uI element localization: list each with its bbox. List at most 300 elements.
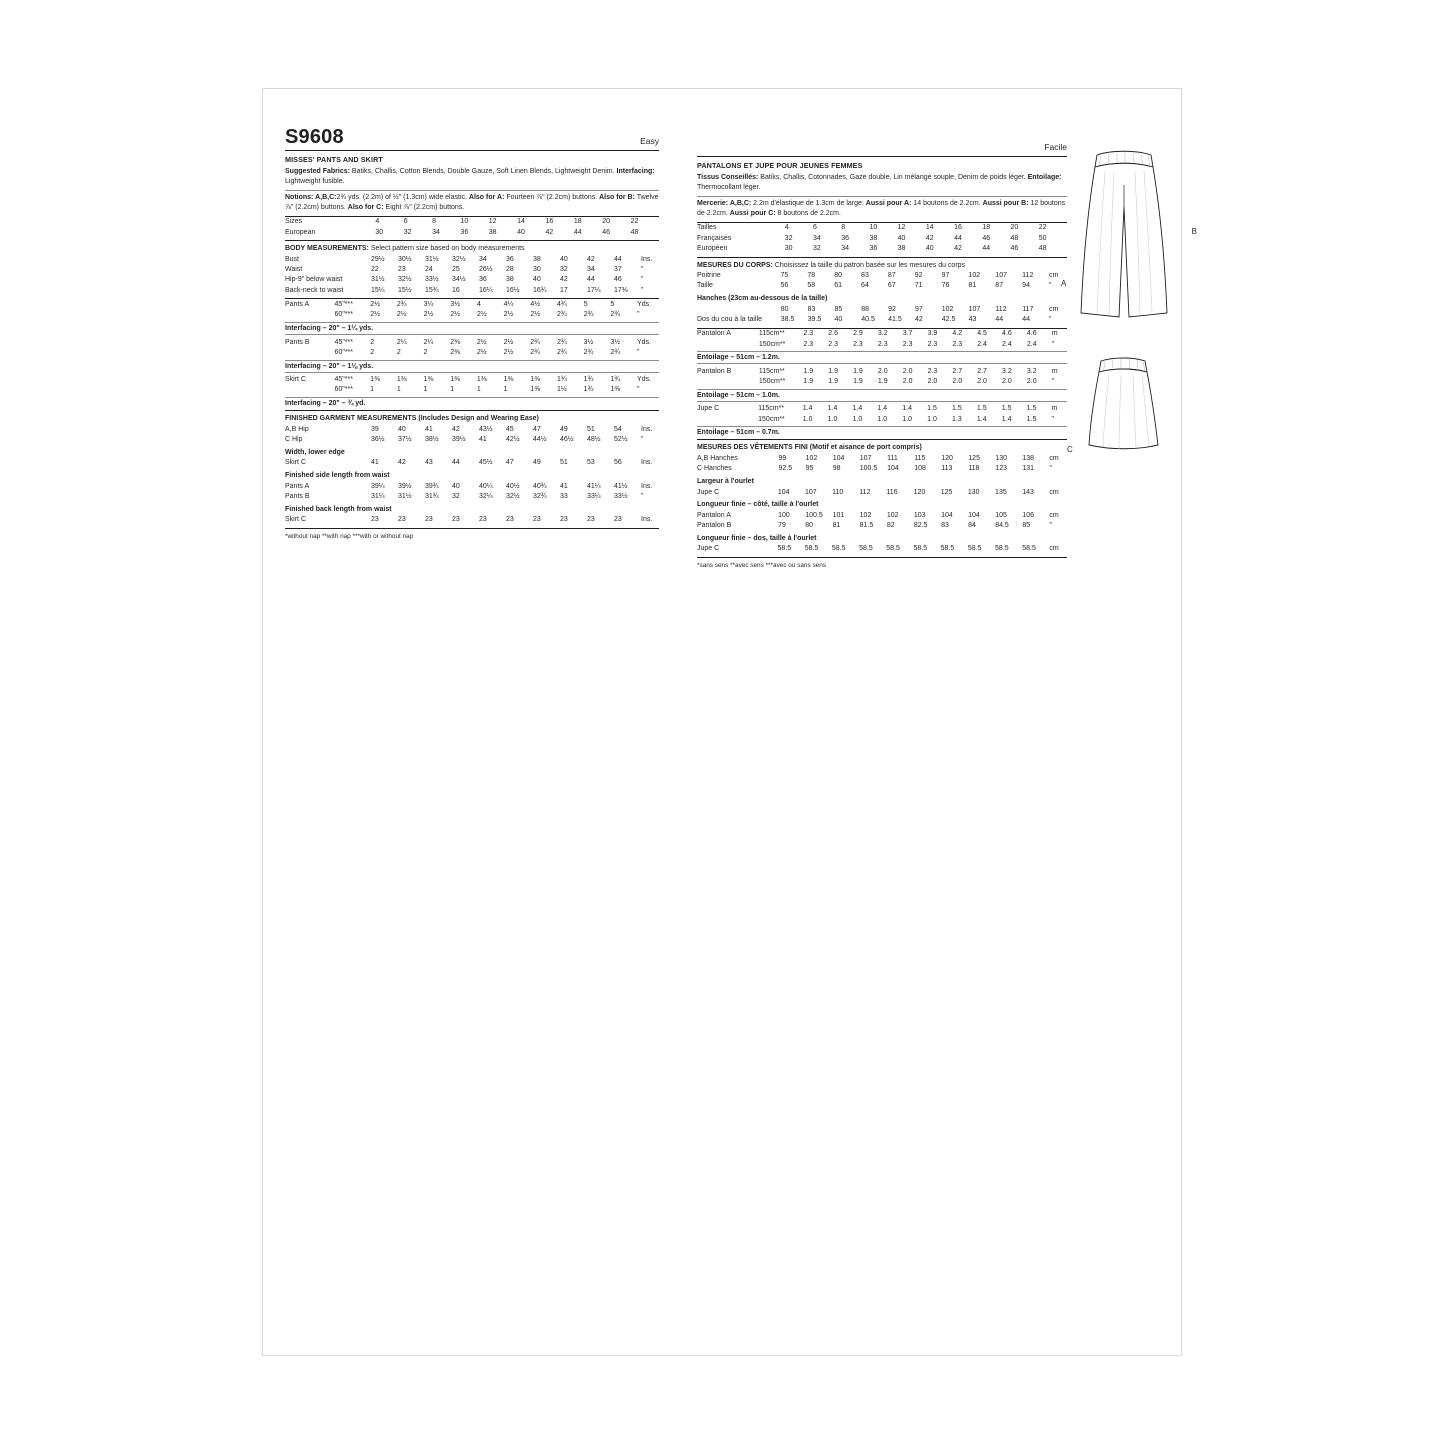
cell: 1.0 [802,415,813,423]
cell: 1.5 [927,405,937,413]
unit: cm [1049,305,1059,313]
cell: 2.7 [952,367,963,375]
cell: 4.5 [977,330,987,338]
cell: 1.0 [877,415,888,423]
unit: m [1051,330,1058,338]
cell: 2½ [396,311,407,319]
cell: 92.5 [778,465,793,473]
cell: 84 [968,522,976,530]
cell: 143 [1022,488,1034,496]
cell: 42 [954,244,962,252]
cell: 97 [941,272,950,280]
cell: 1.9 [828,378,838,386]
cell: 36 [460,228,469,236]
cell: 16¼ [479,286,493,294]
cell: 31¾ [425,492,439,500]
cell: 2¾ [557,311,567,319]
cell: 26½ [479,266,493,274]
cell: 39¼ [371,482,385,490]
cell: 2.0 [902,378,913,386]
interfacing-note-c-fr: Entoilage – 51cm – 0.7m. [697,429,780,437]
cell: 15½ [398,286,412,294]
cell: 17 [560,286,568,294]
divider [285,397,659,398]
cell: 83 [861,272,869,280]
cell: 2.3 [952,340,963,348]
cell: 22 [371,266,379,274]
row-label: Pants B [285,338,310,346]
cell: 23 [587,516,595,524]
cell: 18 [982,224,991,232]
cell: 2.3 [927,340,938,348]
table-row [697,414,1067,424]
cell: 8 [841,224,846,232]
cell: 2 [396,348,401,356]
row-label: A,B Hip [285,425,309,433]
table-row [697,304,1067,314]
cell: 103 [913,511,926,519]
divider [697,351,1067,352]
title-row-fr [697,127,1067,157]
yardage-table-pants-a-en [285,299,659,320]
table-row [285,491,659,501]
interfacing-text-en: Lightweight fusible. [285,177,345,185]
cell: 30 [375,228,384,236]
row-label: Pantalon A [697,330,731,338]
table-row [697,453,1067,463]
row-label: Skirt C [285,459,306,467]
yardage-table-pants-b-en [285,337,659,358]
back-length-table-en [285,515,659,525]
cell: 18 [573,218,582,226]
pattern-envelope-back [262,88,1197,1356]
unit: Ins. [641,425,653,433]
cell: 81.5 [859,522,874,530]
cell: 37½ [398,436,412,443]
cell: 2.4 [977,340,987,348]
cell: 15¾ [425,286,439,294]
cell: 1.4 [1001,415,1012,423]
cell: 95 [805,465,814,473]
cell: 2¾ [556,338,567,346]
interfacing-note-a-fr: Entoilage – 51cm – 1.2m. [697,354,780,362]
cell: 34½ [452,276,466,284]
divider [697,363,1067,364]
difficulty-label-fr: Facile [1044,141,1067,152]
fabrics-label-en: Suggested Fabrics: [285,168,350,175]
cell: 32 [784,234,793,242]
cell: 116 [886,488,898,496]
cell: 104 [941,511,953,519]
cell: 82 [886,522,895,530]
cell: 104 [887,465,899,473]
cell: 1 [370,386,375,394]
divider [697,557,1067,558]
notions-b-text-en: Twelve ⅞" (2.2cm) buttons. [285,193,659,211]
cell: 38 [869,234,878,242]
cell: 40¾ [533,482,547,490]
cell: 2¼ [396,338,407,346]
notions-c-label-en: Also for C: [347,203,384,211]
cell: 2.0 [927,378,938,386]
cell: 58.5 [859,545,873,553]
cell: 34 [841,244,850,252]
finished-hip-table-en [285,424,659,445]
cell: 130 [995,455,1008,462]
cell: 32¼ [479,492,493,500]
row-label [697,377,759,387]
cell: 2.0 [877,367,888,375]
cell: 41.5 [888,316,902,324]
table-row [285,337,659,347]
table-row [285,458,659,468]
cell: 31¼ [371,492,385,500]
divider [697,257,1067,258]
fabric-width: 150cm** [758,378,786,386]
cell: 5 [583,301,588,309]
cell: 8 [432,218,436,226]
cell: 46 [1010,244,1019,252]
cell: 138 [1022,455,1035,462]
cell: 33 [560,492,568,500]
cell: 30 [533,266,541,274]
cell: 58.5 [831,545,846,553]
cell: 2½ [530,311,541,319]
row-label: Skirt C [285,516,306,524]
cell: 41 [479,436,487,443]
width-lower-edge-table-fr [697,487,1067,497]
cell: 1⅜ [476,376,487,384]
finished-measurements-head-fr: MESURES DES VÊTEMENTS FINI (Motif et aisance de port compris) [697,444,922,452]
row-label: Pants A [285,482,310,490]
unit: Yds. [637,338,652,346]
unit: " [637,348,640,356]
cell: 2.6 [828,330,838,338]
cell: 36 [841,234,850,242]
cell: 135 [995,488,1007,496]
cell: 102 [859,511,872,519]
cell: 49 [533,459,541,467]
unit: " [1049,522,1052,530]
cell: 44 [573,228,582,236]
table-row [697,366,1067,376]
cell: 42 [452,425,460,433]
table-row [285,275,659,285]
cell: 71 [914,282,923,290]
unit: " [1051,378,1055,386]
divider [285,410,659,411]
cell: 104 [968,511,980,519]
interfacing-note-b-en: Interfacing – 20" – 1⅛ yds. [285,362,374,370]
cell: 36 [869,244,878,252]
table-row [285,254,659,264]
side-length-label-fr: Longueur finie – côté, taille à l'ourlet [697,501,819,509]
cell: 23 [614,516,622,524]
table-row [697,314,1067,324]
cell: 2½ [450,311,460,319]
cell: 110 [832,488,844,496]
cell: 4 [784,224,789,232]
cell: 1.4 [877,405,888,413]
cell: 40 [925,244,934,252]
width-lower-edge-table-en [285,458,659,468]
cell: 112 [995,305,1007,313]
row-label: C Hanches [697,465,732,473]
notions-a-label-en: Also for A: [468,193,505,201]
fabrics-text-en: Batiks, Challis, Cotton Blends, Double Gauze, Soft Linen Blends, Lightweight Denim. [349,168,617,175]
cell: 2½ [503,348,514,356]
row-label: Skirt C [285,376,306,384]
cell: 100.5 [805,511,823,519]
body-measurements-head-fr [697,262,1067,269]
cell: 34 [813,234,821,242]
row-label [697,414,758,424]
cell: 2¾ [396,301,407,309]
cell: 2½ [423,311,434,319]
table-row [697,544,1067,554]
unit: Ins. [641,516,653,524]
cell: 61 [834,282,842,290]
cell: 43 [425,459,433,467]
table-row [285,217,659,227]
fabric-width: 45"*** [334,376,353,384]
table-row [697,377,1067,387]
cell: 3½ [610,338,621,346]
cell: 46½ [560,436,574,443]
cell: 2½ [476,338,487,346]
table-row [697,329,1067,339]
cell: 4½ [530,301,541,309]
cell: 87 [887,272,896,280]
cell: 3.9 [927,330,938,338]
cell: 2 [370,338,375,346]
cell: 22 [1038,224,1047,232]
cell: 79 [778,522,786,530]
cell: 43 [968,316,977,324]
unit: " [1049,282,1052,290]
cell: 12 [897,224,906,232]
cell: 32½ [506,492,520,500]
width-lower-edge-label-en: Width, lower edge [285,448,345,456]
unit: " [641,492,644,500]
cell: 97 [914,305,923,313]
cell: 2.3 [902,340,913,348]
cell: 58.5 [967,545,982,553]
cell: 17⅜ [614,286,628,294]
body-head-bold: MESURES DU CORPS: [697,261,773,269]
cell: 58 [807,282,816,290]
cell: 23 [398,266,406,274]
cell: 120 [941,455,953,462]
fabric-width: 150cm** [758,415,785,423]
cell: 3.7 [902,330,913,338]
cell: 33½ [425,276,439,284]
body-measurements-table-en [285,254,659,295]
cell: 1.0 [902,415,913,423]
cell: 117 [1022,305,1034,313]
table-row [697,487,1067,497]
difficulty-label-en: Easy [640,135,659,146]
unit: Yds. [637,376,652,384]
fabric-width: 115cm** [758,405,785,413]
cell: 2¾ [610,311,621,319]
cell: 80 [834,272,842,280]
unit: m [1051,405,1058,413]
cell: 87 [995,282,1004,290]
pattern-number: S9608 [285,126,344,148]
cell: 47 [506,459,514,467]
cell: 1.4 [802,405,813,413]
cell: 80 [805,522,813,530]
cell: 78 [807,272,816,280]
notions-c-text-en: Eight ⅞" (2.2cm) buttons. [383,203,465,211]
cell: 80 [780,305,789,313]
table-row [697,243,1067,253]
unit: cm [1049,455,1059,462]
unit: cm [1049,545,1059,553]
cell: 118 [968,465,980,473]
body-measurements-head-en [285,245,659,252]
cell: 125 [940,488,953,496]
cell: 107 [805,488,817,496]
cell: 39¾ [425,482,439,490]
cell: 1.5 [1001,405,1012,413]
cell: 2.3 [877,340,888,348]
unit: Yds. [637,301,652,309]
divider [285,322,659,323]
cell: 33¼ [587,492,601,500]
cell: 36 [479,276,487,284]
cell: 23 [425,516,433,524]
unit: Ins. [641,255,653,263]
unit: " [1051,415,1055,423]
cell: 2¾ [530,348,540,356]
divider [285,190,659,191]
fabrics-text-fr: Batiks, Challis, Cotonnades, Gaze double, Lin mélangé souple, Denim de poids léger. [758,174,1028,181]
row-label: Back-neck to waist [285,286,344,294]
cell: 1.9 [803,367,814,375]
cell: 44 [1022,316,1030,324]
row-label: Pants B [285,492,310,500]
cell: 1⅜ [450,376,460,384]
cell: 1¾ [610,376,621,384]
cell: 16½ [506,286,520,294]
cell: 51 [587,425,595,433]
cell: 47 [533,425,541,433]
cell: 3¼ [423,301,434,309]
cell: 107 [859,455,872,462]
cell: 39.5 [807,316,822,324]
cell: 23 [452,516,460,524]
divider [285,240,659,241]
notions-b-label-en: Also for B: [599,193,635,201]
cell: 4¾ [557,301,567,309]
cell: 92 [914,272,923,280]
fabric-width: 115cm** [758,367,785,375]
cell: 1.5 [1026,405,1037,413]
cell: 1¾ [556,376,567,384]
cell: 23 [371,516,379,524]
fabric-width: 60"*** [334,348,353,356]
table-row [285,285,659,295]
cell: 42 [587,255,595,263]
row-label: Dos du cou à la taille [697,316,762,324]
cell: 16¾ [533,286,547,294]
cell: 52½ [614,436,628,443]
table-row [697,521,1067,531]
cell: 82.5 [913,522,928,530]
cell: 23 [398,516,406,524]
cell: 2.3 [927,367,938,375]
cell: 14 [517,218,525,226]
cell: 42.5 [941,316,956,324]
cell: 14 [925,224,934,232]
table-row [697,404,1067,414]
cell: 1.0 [927,415,937,423]
cell: 43½ [479,425,493,433]
cell: 32 [452,492,460,500]
table-row [285,265,659,275]
row-label [285,310,335,320]
notions-en [285,193,659,213]
cell: 20 [1010,224,1019,232]
cell: 49 [560,425,568,433]
sizes-table-en [285,217,659,238]
cell: 2.3 [803,330,814,338]
cell: 1⅜ [503,376,514,384]
cell: 40½ [506,482,520,490]
cell: 67 [887,282,896,290]
cell: 115 [914,455,926,462]
cell: 54 [614,425,622,433]
yardage-table-pantalon-a-fr [697,329,1067,350]
table-row [285,434,659,444]
row-label: Françaises [697,234,732,242]
cell: 1¾ [583,386,594,394]
cell: 4 [375,218,380,226]
row-label: Européen [697,244,728,252]
notions-b-text-fr: 12 boutons de 2.2cm. [697,199,1066,217]
cell: 17¼ [587,286,601,294]
table-row [697,233,1067,243]
nap-footnote-en: *without nap **with nap ***with or without nap [285,532,414,540]
cell: 107 [995,272,1007,280]
cell: 51 [560,459,568,467]
unit: " [641,286,644,294]
cell: 112 [859,488,871,496]
cell: 5 [610,301,615,309]
cell: 30½ [398,255,412,263]
row-label: Pantalon A [697,511,731,519]
cell: 2½ [370,301,380,309]
body-head-norm: Choisissez la taille du patron basée sur les mesures du corps [772,261,966,269]
cell: 108 [914,465,926,473]
notions-label-en: Notions: A,B,C: [285,193,337,201]
finished-hip-table-fr [697,453,1067,474]
cell: 16 [545,218,554,226]
cell: 38 [488,228,497,236]
cell: 58.5 [995,545,1009,553]
cell: 58.5 [913,545,928,553]
cell: 50 [1038,234,1047,242]
unit: Ins. [641,459,653,467]
divider [285,372,659,373]
cell: 94 [1022,282,1030,290]
cell: 2.0 [1026,378,1037,386]
cell: 42 [560,276,568,284]
cell: 56 [614,459,622,467]
cell: 39½ [398,482,412,490]
